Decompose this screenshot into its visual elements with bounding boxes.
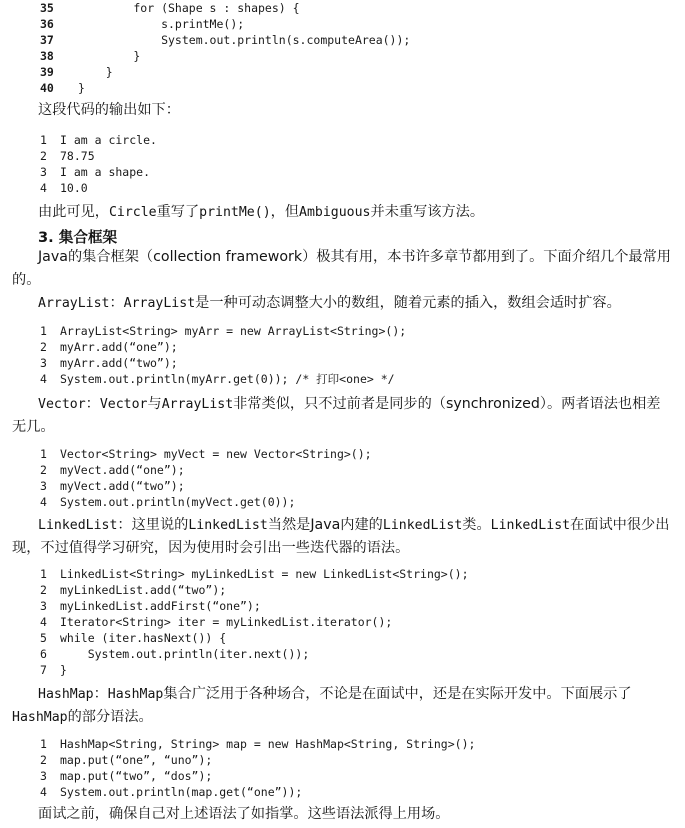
code-line: 1 LinkedList<String> myLinkedList = new LinkedList<String>(); [40, 567, 469, 581]
code-block-hashmap [40, 736, 475, 800]
code-line: 2 map.put(“one”, “uno”); [40, 753, 213, 767]
code-line: 39 } [40, 65, 113, 79]
code-line: 37 System.out.println(s.computeArea()); [40, 33, 411, 47]
code-line: 1 HashMap<String, String> map = new HashMap<String, String>(); [40, 737, 476, 751]
code-line: 6 System.out.println(iter.next()); [40, 647, 310, 661]
code-line: 2 78.75 [40, 149, 95, 163]
code-line: 5 while (iter.hasNext()) { [40, 631, 227, 645]
code-line: 35 for (Shape s : shapes) { [40, 1, 300, 15]
code-line: 1 ArrayList<String> myArr = new ArrayList<String>(); [40, 324, 407, 338]
closing-paragraph: 面试之前，确保自己对上述语法了如指掌。这些语法派得上用场。 [38, 806, 450, 822]
code-line: 7 } [40, 663, 67, 677]
code-line: 2 myArr.add(“one”); [40, 340, 178, 354]
code-block-vector [40, 446, 372, 510]
code-line: 4 Iterator<String> iter = myLinkedList.iterator(); [40, 615, 393, 629]
code-line: 3 myArr.add(“two”); [40, 356, 178, 370]
code-line: 2 myLinkedList.add(“two”); [40, 583, 227, 597]
output-intro-paragraph: 这段代码的输出如下： [38, 102, 180, 118]
code-line: 3 myVect.add(“two”); [40, 479, 185, 493]
code-block-shapes-loop [40, 0, 410, 96]
code-line: 3 I am a shape. [40, 165, 151, 179]
code-block-linkedlist [40, 566, 469, 678]
vector-paragraph: Vector：Vector与ArrayList非常类似，只不过前者是同步的（synchronized）。两者语法也相差无几。 [12, 396, 661, 435]
code-line: 1 I am a circle. [40, 133, 157, 147]
code-block-output [40, 132, 157, 196]
code-line: 36 s.printMe(); [40, 17, 245, 31]
code-line: 4 System.out.println(myArr.get(0)); /* 打印<one> */ [40, 372, 395, 386]
arraylist-paragraph: ArrayList：ArrayList是一种可动态调整大小的数组，随着元素的插入，数组会适时扩容。 [38, 295, 621, 311]
code-line: 38 } [40, 49, 141, 63]
code-line: 3 map.put(“two”, “dos”); [40, 769, 213, 783]
linkedlist-paragraph: LinkedList：这里说的LinkedList当然是Java内建的LinkedList类。LinkedList在面试中很少出现，不过值得学习研究，因为使用时会引出一些迭代器的语法。 [12, 517, 670, 556]
code-line: 4 System.out.println(myVect.get(0)); [40, 495, 296, 509]
code-line: 4 System.out.println(map.get(“one”)); [40, 785, 303, 799]
section-heading: 3. 集合框架 [38, 229, 118, 246]
code-line: 3 myLinkedList.addFirst(“one”); [40, 599, 261, 613]
conclusion-paragraph: 由此可见，Circle重写了printMe()，但Ambiguous并未重写该方法。 [38, 204, 485, 220]
code-line: 2 myVect.add(“one”); [40, 463, 185, 477]
code-block-arraylist [40, 323, 406, 387]
framework-paragraph: Java的集合框架（collection framework）极其有用，本书许多章节都用到了。下面介绍几个最常用的。 [12, 249, 671, 288]
code-line: 1 Vector<String> myVect = new Vector<String>(); [40, 447, 372, 461]
code-line: 4 10.0 [40, 181, 88, 195]
code-line: 40 } [40, 81, 85, 95]
hashmap-paragraph: HashMap：HashMap集合广泛用于各种场合，不论是在面试中，还是在实际开发中。下面展示了HashMap的部分语法。 [12, 686, 632, 725]
